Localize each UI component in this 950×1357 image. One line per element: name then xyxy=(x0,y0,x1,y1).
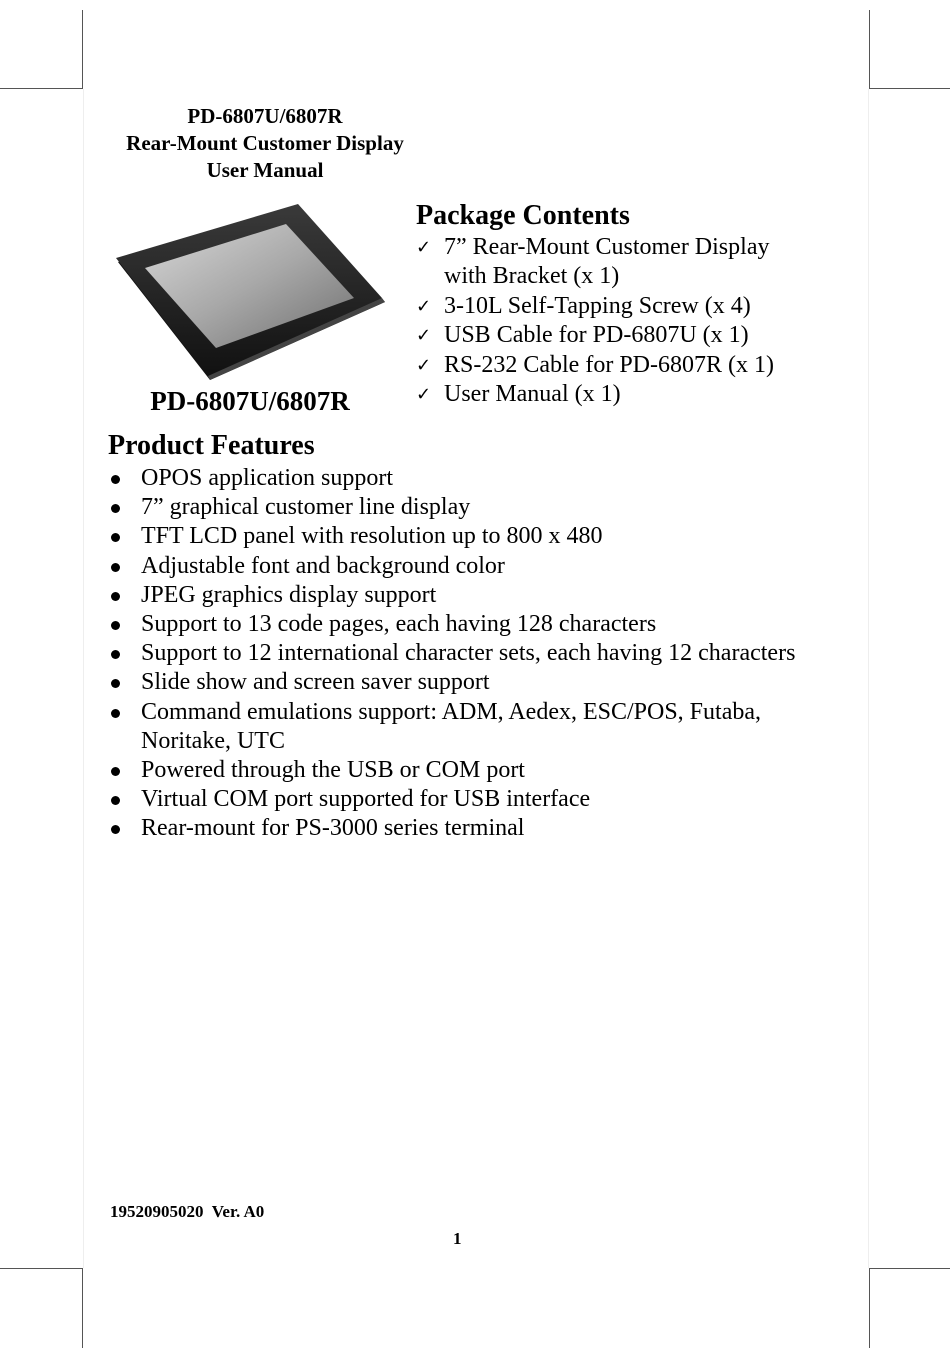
bullet-icon xyxy=(111,679,120,688)
product-features-heading: Product Features xyxy=(108,430,315,461)
doc-type-title: User Manual xyxy=(206,158,324,182)
crop-mark xyxy=(0,1268,83,1269)
crop-mark xyxy=(869,1268,870,1348)
product-features-list xyxy=(108,464,868,844)
crop-mark xyxy=(869,10,870,89)
list-item: ✓ 7” Rear-Mount Customer Display xyxy=(416,233,774,262)
check-icon: ✓ xyxy=(416,295,432,317)
title-block xyxy=(110,103,420,184)
list-item: ✓ USB Cable for PD-6807U (x 1) xyxy=(416,321,774,350)
package-contents-list xyxy=(416,233,774,409)
check-icon: ✓ xyxy=(416,384,432,406)
list-item: JPEG graphics display support xyxy=(108,581,868,610)
crop-mark xyxy=(82,10,83,89)
crop-mark xyxy=(82,1268,83,1348)
bullet-icon xyxy=(111,767,120,776)
list-item: 7” graphical customer line display xyxy=(108,493,868,522)
bullet-icon xyxy=(111,650,120,659)
bullet-icon xyxy=(111,533,120,542)
page-number: 1 xyxy=(453,1229,462,1248)
crop-mark xyxy=(0,88,83,89)
check-icon: ✓ xyxy=(416,325,432,347)
product-caption: PD-6807U/6807R xyxy=(150,386,350,416)
list-item: Adjustable font and background color xyxy=(108,552,868,581)
bullet-icon xyxy=(111,825,120,834)
package-contents-heading: Package Contents xyxy=(416,200,630,231)
bullet-icon xyxy=(111,709,120,718)
list-item: Rear-mount for PS-3000 series terminal xyxy=(108,814,868,843)
list-item: with Bracket (x 1) xyxy=(444,263,620,290)
bullet-icon xyxy=(111,504,120,513)
list-item: Support to 13 code pages, each having 128 characters xyxy=(108,610,868,639)
check-icon: ✓ xyxy=(416,354,432,376)
list-item: Support to 12 international character sets, each having 12 characters xyxy=(108,639,868,668)
customer-display-image xyxy=(110,200,390,390)
page-edge xyxy=(868,89,869,1268)
list-item: OPOS application support xyxy=(108,464,868,493)
page-edge xyxy=(83,89,84,1268)
list-item: ✓ 3-10L Self-Tapping Screw (x 4) xyxy=(416,292,774,321)
document-number: 19520905020 Ver. A0 xyxy=(110,1202,265,1221)
product-title: Rear-Mount Customer Display xyxy=(126,131,404,155)
list-item: Noritake, UTC xyxy=(141,727,285,754)
crop-mark xyxy=(869,88,950,89)
crop-mark xyxy=(869,1268,950,1269)
list-item: Slide show and screen saver support xyxy=(108,668,868,697)
check-icon: ✓ xyxy=(416,237,432,258)
bullet-icon xyxy=(111,563,120,572)
list-item: Powered through the USB or COM port xyxy=(108,756,868,785)
bullet-icon xyxy=(111,475,120,484)
bullet-icon xyxy=(111,796,120,805)
list-item: Virtual COM port supported for USB interface xyxy=(108,785,868,814)
list-item: TFT LCD panel with resolution up to 800 x 480 xyxy=(108,522,868,551)
bullet-icon xyxy=(111,592,120,601)
list-item: Command emulations support: ADM, Aedex, ESC/POS, Futaba, xyxy=(108,698,868,727)
model-title: PD-6807U/6807R xyxy=(187,104,343,128)
list-item: ✓ RS-232 Cable for PD-6807R (x 1) xyxy=(416,351,774,380)
list-item: ✓ User Manual (x 1) xyxy=(416,380,774,409)
bullet-icon xyxy=(111,621,120,630)
